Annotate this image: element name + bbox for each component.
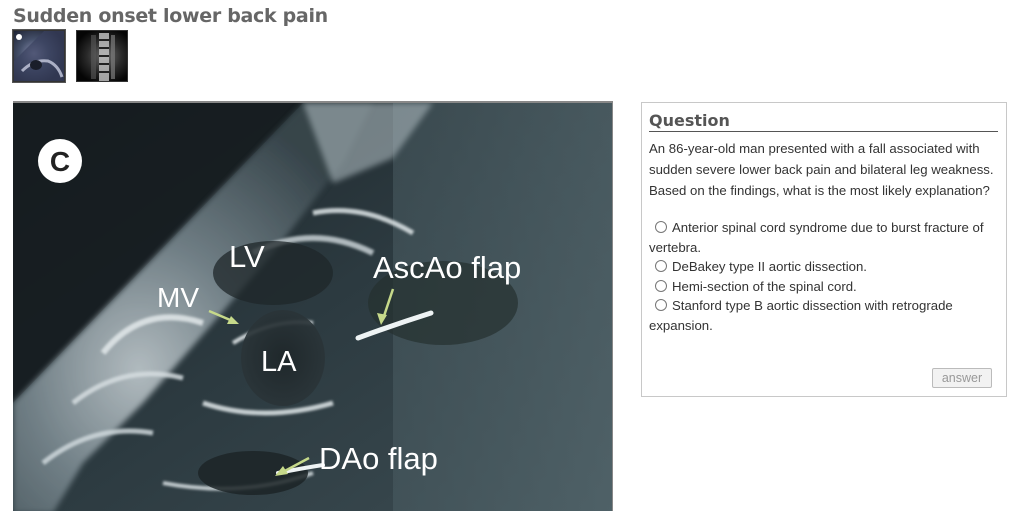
thumbnail-strip bbox=[13, 30, 128, 82]
echo-thumbnail[interactable] bbox=[13, 30, 65, 82]
page-title: Sudden onset lower back pain bbox=[13, 5, 328, 27]
answer-button[interactable]: answer bbox=[932, 368, 992, 388]
question-panel bbox=[641, 102, 1007, 397]
question-text: An 86-year-old man presented with a fall associated with sudden severe lower back pain and bilateral leg weakness. Based on the findings, what is the most likely explanation? bbox=[649, 141, 994, 198]
option-3[interactable] bbox=[649, 277, 998, 297]
label-mv: MV bbox=[157, 282, 199, 313]
answer-options bbox=[649, 218, 998, 335]
radio-button[interactable] bbox=[655, 299, 667, 311]
option-1[interactable] bbox=[649, 218, 998, 257]
label-ascao-flap: AscAo flap bbox=[373, 250, 522, 285]
option-label: DeBakey type II aortic dissection. bbox=[672, 259, 867, 274]
question-heading: Question bbox=[649, 111, 998, 132]
radio-button[interactable] bbox=[655, 280, 667, 292]
mri-thumbnail[interactable] bbox=[76, 30, 128, 82]
radio-button[interactable] bbox=[655, 260, 667, 272]
option-label: Anterior spinal cord syndrome due to burst fracture of vertebra. bbox=[649, 220, 984, 255]
label-la: LA bbox=[261, 346, 297, 378]
panel-letter: C bbox=[49, 146, 71, 177]
option-2[interactable] bbox=[649, 257, 998, 277]
image-viewer[interactable] bbox=[13, 101, 613, 511]
label-lv: LV bbox=[229, 239, 265, 274]
option-label: Stanford type B aortic dissection with retrograde expansion. bbox=[649, 298, 953, 333]
label-dao-flap: DAo flap bbox=[319, 441, 438, 476]
option-4[interactable] bbox=[649, 296, 998, 335]
option-label: Hemi-section of the spinal cord. bbox=[672, 278, 857, 294]
radio-button[interactable] bbox=[655, 221, 667, 233]
echocardiogram-image bbox=[13, 103, 613, 511]
mri-thumbnail-image bbox=[77, 31, 128, 82]
echo-thumbnail-image bbox=[14, 31, 65, 82]
